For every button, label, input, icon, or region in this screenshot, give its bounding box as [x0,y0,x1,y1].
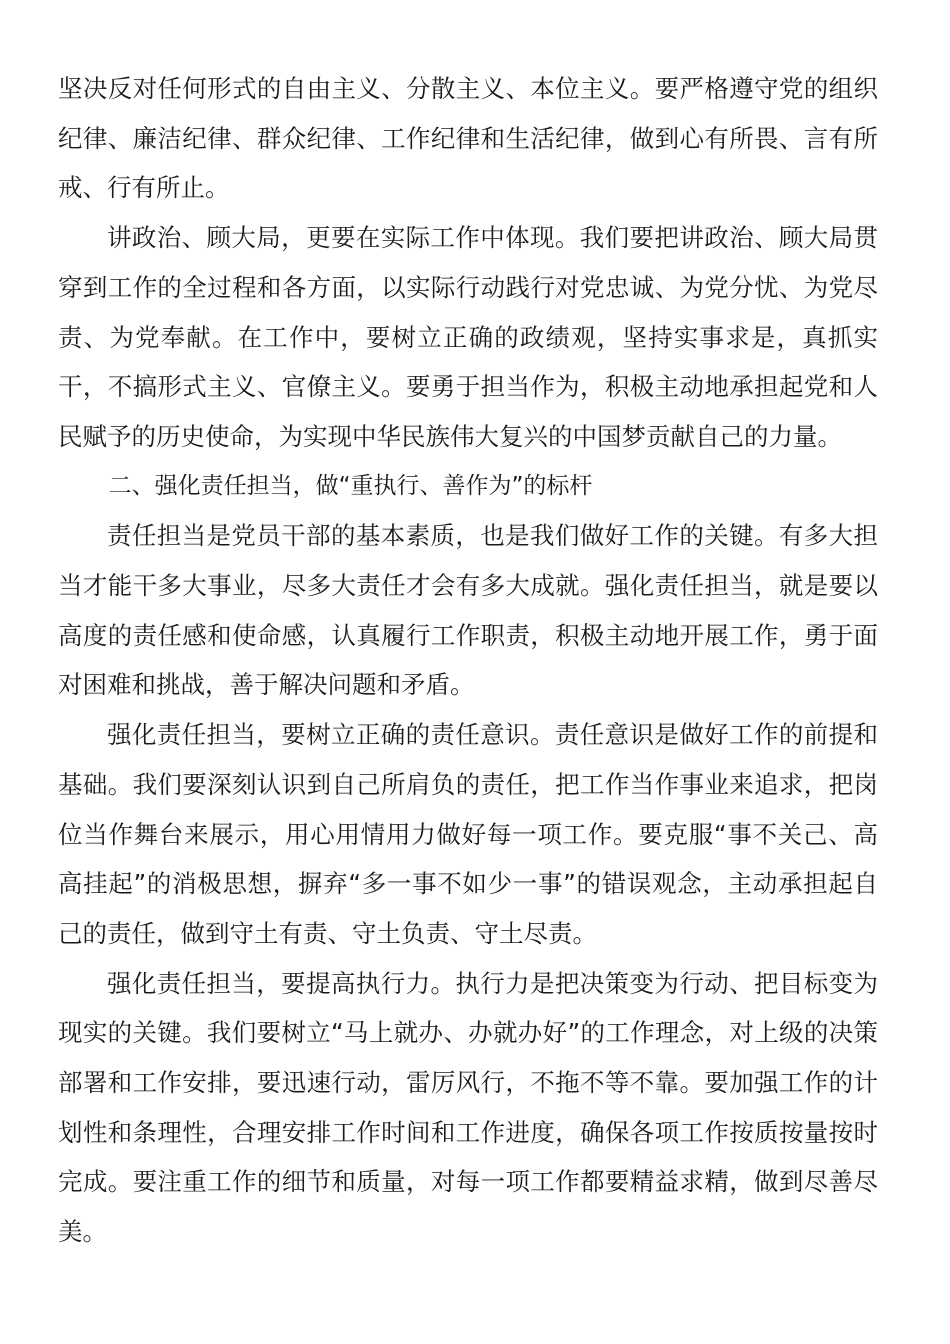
paragraph-execution: 强化责任担当，要提高执行力。执行力是把决策变为行动、把目标变为现实的关键。我们要树立“马上就办、办就办好”的工作理念，对上级的决策部署和工作安排，要迅速行动，雷厉风行，不拖不等不靠。要加强工作的计划性和条理性，合理安排工作时间和工作进度，确保各项工作按质按量按时完成。要注重工作的细节和质量，对每一项工作都要精益求精，做到尽善尽美。 [58,968,878,1247]
paragraph-continuation: 坚决反对任何形式的自由主义、分散主义、本位主义。要严格遵守党的组织纪律、廉洁纪律、群众纪律、工作纪律和生活纪律，做到心有所畏、言有所戒、行有所止。 [58,74,878,203]
paragraph-responsibility: 责任担当是党员干部的基本素质，也是我们做好工作的关键。有多大担当才能干多大事业，尽多大责任才会有多大成就。强化责任担当，就是要以高度的责任感和使命感，认真履行工作职责，积极主动地开展工作，勇于面对困难和挑战，善于解决问题和矛盾。 [58,521,878,700]
section-heading: 二、强化责任担当，做“重执行、善作为”的标杆 [108,472,593,499]
paragraph-awareness: 强化责任担当，要树立正确的责任意识。责任意识是做好工作的前提和基础。我们要深刻认识到自己所肩负的责任，把工作当作事业来追求，把岗位当作舞台来展示，用心用情用力做好每一项工作。要克服“事不关己、高高挂起”的消极思想，摒弃“多一事不如少一事”的错误观念，主动承担起自己的责任，做到守土有责、守土负责、守土尽责。 [58,720,878,948]
document-page [58,64,878,1257]
paragraph-politics: 讲政治、顾大局，更要在实际工作中体现。我们要把讲政治、顾大局贯穿到工作的全过程和各方面，以实际行动践行对党忠诚、为党分忧、为党尽责、为党奉献。在工作中，要树立正确的政绩观，坚持实事求是，真抓实干，不搞形式主义、官僚主义。要勇于担当作为，积极主动地承担起党和人民赋予的历史使命，为实现中华民族伟大复兴的中国梦贡献自己的力量。 [58,223,878,451]
